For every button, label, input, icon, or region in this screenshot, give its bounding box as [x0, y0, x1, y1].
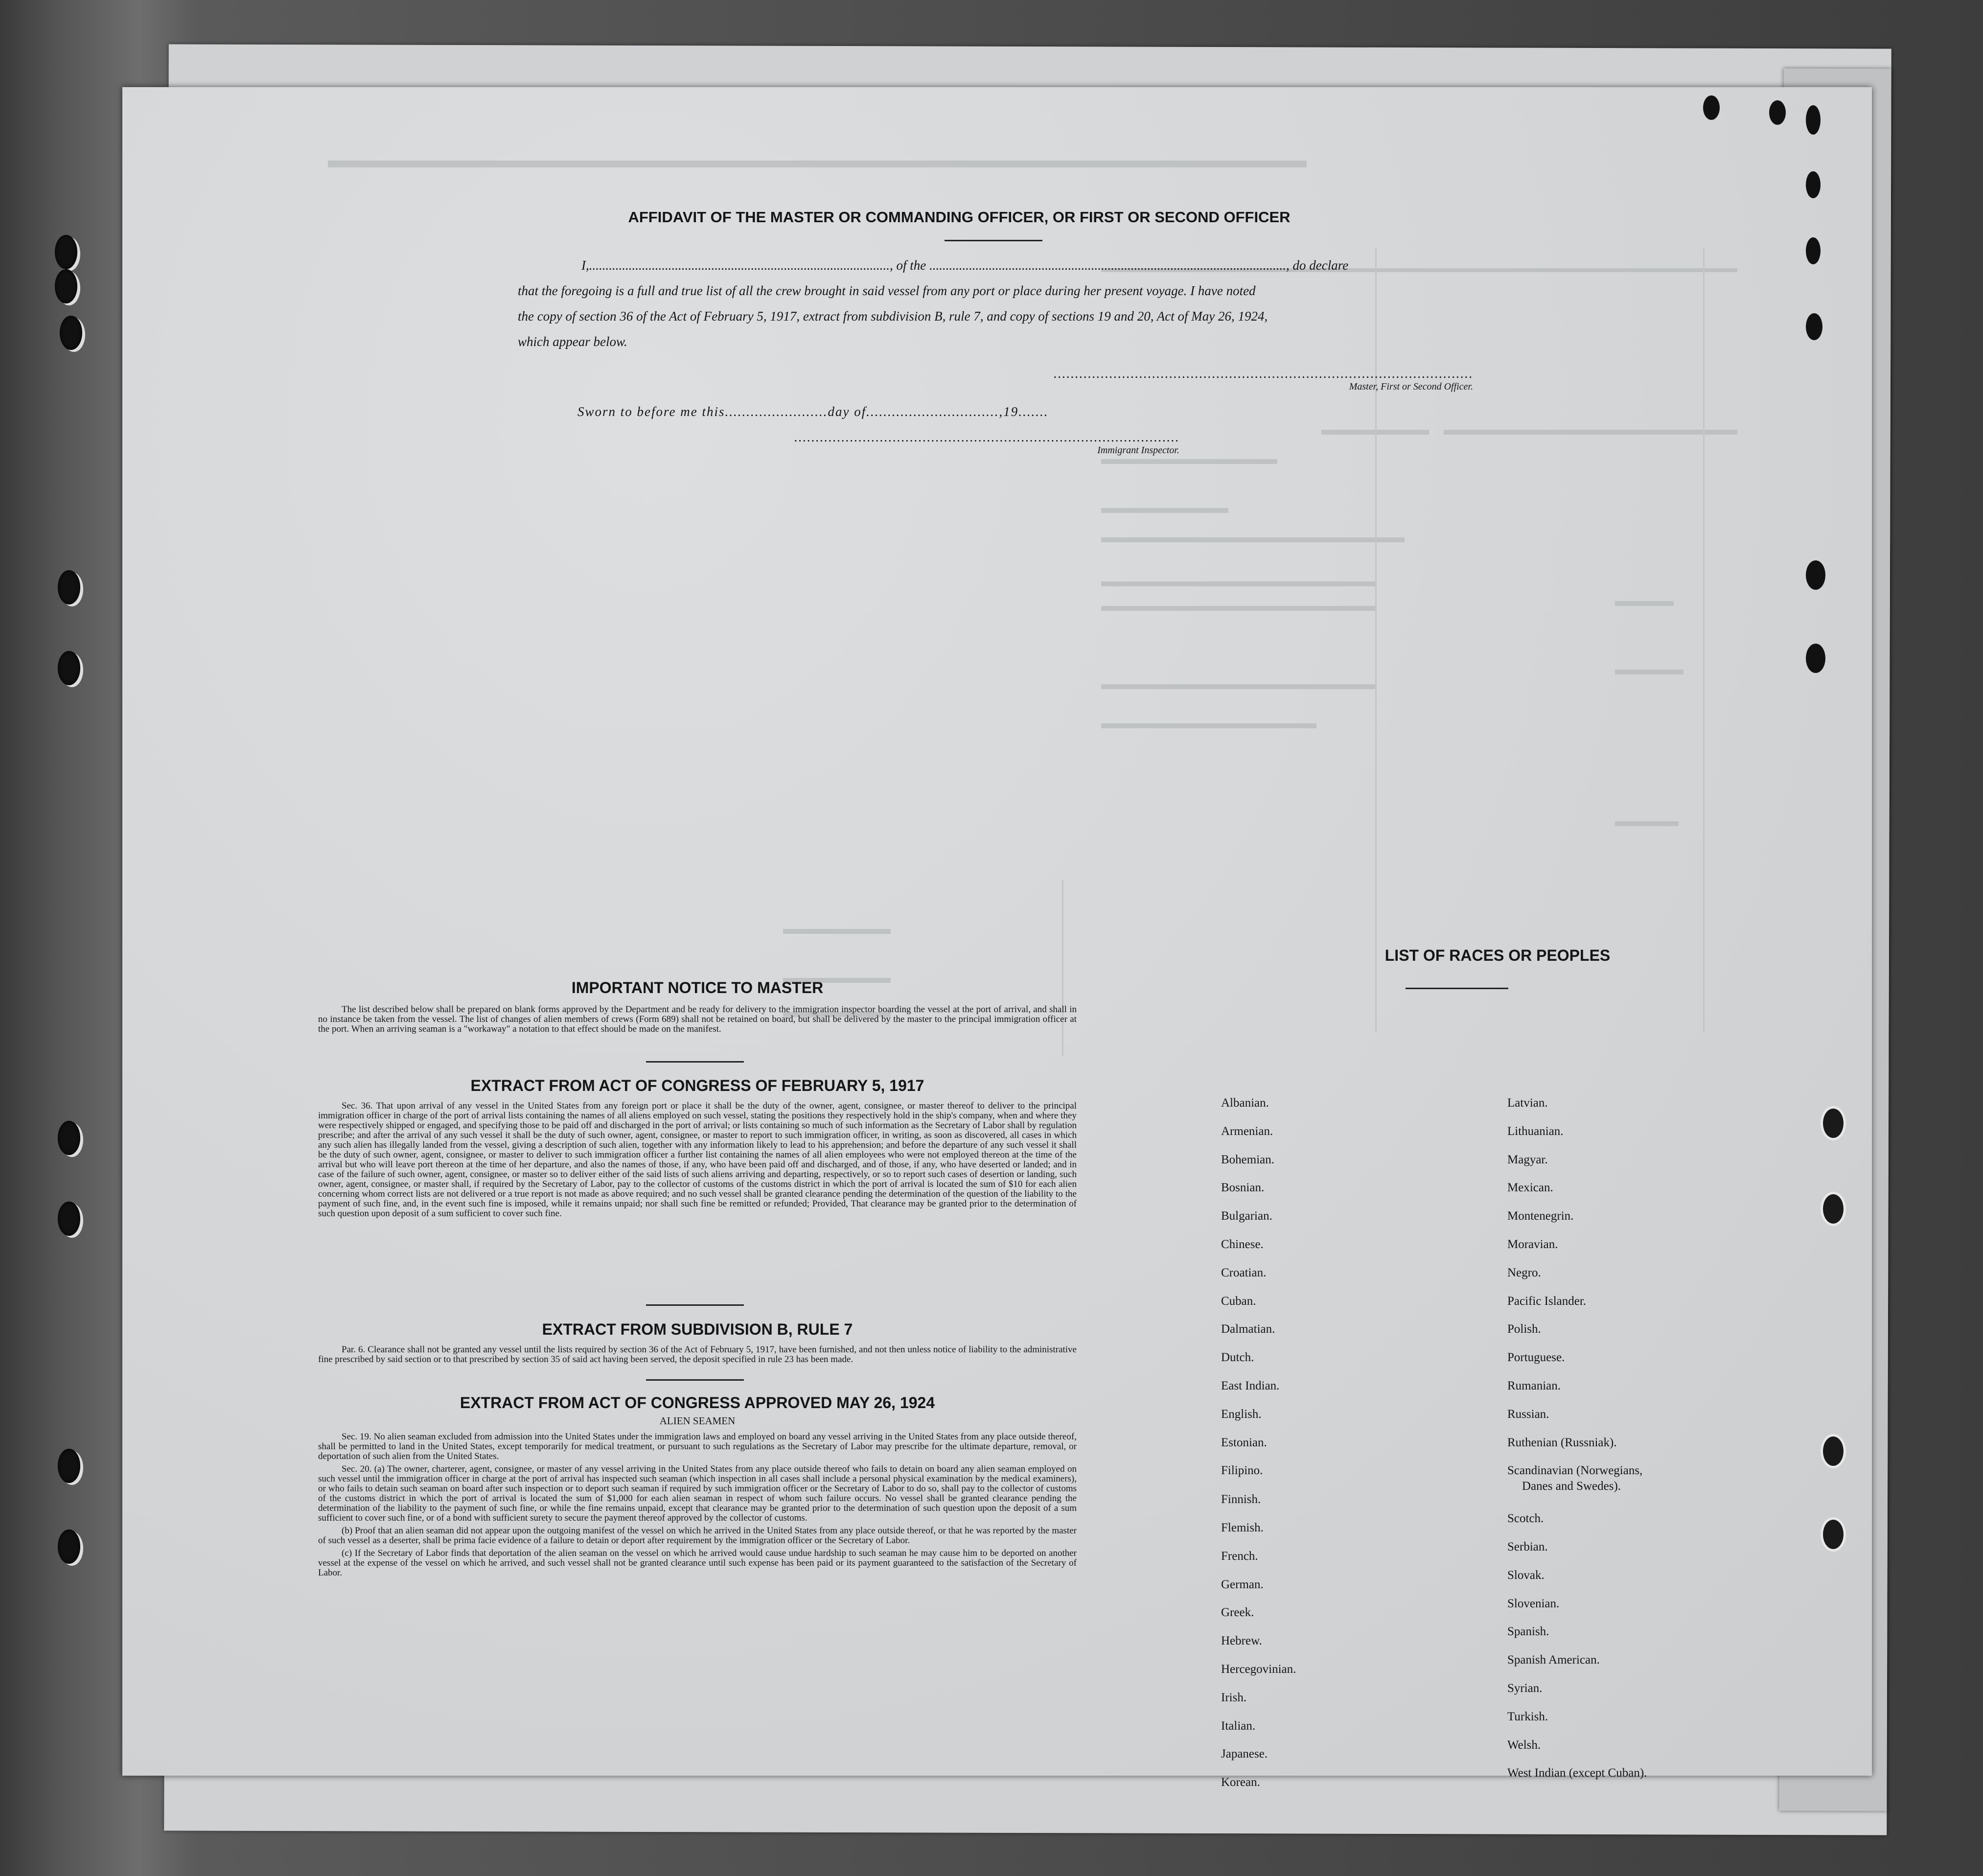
punch-hole — [1806, 560, 1825, 590]
bleed-through-text — [1101, 606, 1375, 611]
race-item: German. — [1221, 1577, 1264, 1591]
bleed-through-text — [1615, 670, 1683, 674]
section-19-paragraph: Sec. 19. No alien seaman excluded from admission into the United States under the immigration laws and employed on board any vessel arriving in the United States from any place outside thereof, shall be permitted to land in the United States, except temporarily for medical treatment, or pursuant to such regulations as the Secretary of Labor may prescribe for the ultimate departure, removal, or deportation of such alien from the United States. — [318, 1432, 1077, 1461]
bleed-through-text — [783, 929, 891, 934]
race-item: Hebrew. — [1221, 1634, 1262, 1648]
race-item: Estonian. — [1221, 1436, 1267, 1449]
race-item: West Indian (except Cuban). — [1507, 1766, 1647, 1780]
binder-hole — [58, 1121, 80, 1155]
bleed-through-text — [1101, 581, 1375, 586]
notice-body — [318, 1005, 1077, 1037]
extract-1917-body — [318, 1101, 1077, 1222]
binder-hole — [58, 651, 80, 685]
inspector-signature-line — [719, 430, 1179, 456]
race-item: Slovak. — [1507, 1568, 1545, 1582]
extract-1924-title: EXTRACT FROM ACT OF CONGRESS APPROVED MAY 26, 1924 — [460, 1394, 935, 1412]
rule-7-paragraph: Par. 6. Clearance shall not be granted any vessel until the lists required by section 36 of the Act of February 5, 1917, have been furnished, and not then unless notice of liability to the administrative fine prescribed by said section or to that prescribed by section 35 of said act having been served, the deposit specified in rule 23 has been made. — [318, 1344, 1077, 1365]
race-item: Flemish. — [1221, 1521, 1264, 1534]
race-item: Irish. — [1221, 1691, 1247, 1704]
race-item: Chinese. — [1221, 1238, 1264, 1251]
race-item: Bohemian. — [1221, 1153, 1275, 1166]
inspector-dots: .......................................................................................... — [794, 430, 1179, 444]
race-item: English. — [1221, 1407, 1262, 1421]
bleed-through-text — [1101, 459, 1277, 464]
bleed-through-rule — [1703, 249, 1705, 1032]
race-item: Danes and Swedes). — [1522, 1480, 1621, 1493]
bleed-through-text — [328, 161, 1307, 167]
race-item: Hercegovinian. — [1221, 1663, 1296, 1676]
affidavit-title: AFFIDAVIT OF THE MASTER OR COMMANDING OFFICER, OR FIRST OR SECOND OFFICER — [628, 208, 1291, 226]
section-20c-paragraph: (c) If the Secretary of Labor finds that deportation of the alien seaman on the vessel on which he arrived would cause undue hardship to such seaman he may cause him to be deported on another vessel at the expense of the vessel on which he arrived, and such vessel shall not be granted clearance until such expense has been paid or its payment guaranteed to the satisfaction of the Secretary of Labor. — [318, 1548, 1077, 1578]
race-item: Moravian. — [1507, 1238, 1558, 1251]
race-item: Korean. — [1221, 1776, 1260, 1789]
affidavit-statement — [518, 253, 1575, 354]
signature-caption: Master, First or Second Officer. — [1349, 381, 1473, 392]
bleed-through-text — [1615, 821, 1679, 826]
race-item: Armenian. — [1221, 1124, 1273, 1138]
affidavit-line: I,..........................................................................................., of the ............................................................................................................, do declare — [581, 258, 1349, 273]
affidavit-line: that the foregoing is a full and true list of all the crew brought in said vessel from any port or place during her present voyage. I have noted — [518, 283, 1256, 298]
bleed-through-text — [1101, 537, 1405, 542]
race-item: Rumanian. — [1507, 1379, 1561, 1392]
race-item: Dalmatian. — [1221, 1322, 1275, 1336]
sworn-line: Sworn to before me this........................day of...............................,19....... — [577, 404, 1049, 419]
binder-hole — [58, 1449, 80, 1483]
race-item: Japanese. — [1221, 1747, 1268, 1761]
affidavit-line: which appear below. — [518, 334, 627, 349]
punch-hole — [1806, 237, 1821, 264]
title-divider — [945, 240, 1042, 241]
race-item: Serbian. — [1507, 1540, 1548, 1553]
race-item: Spanish American. — [1507, 1653, 1600, 1667]
affidavit-line: the copy of section 36 of the Act of February 5, 1917, extract from subdivision B, rule 7, and copy of sections 19 and 20, Act of May 26, 1924, — [518, 309, 1268, 324]
rule-7-title: EXTRACT FROM SUBDIVISION B, RULE 7 — [542, 1320, 853, 1338]
race-item: Magyar. — [1507, 1153, 1548, 1166]
race-item: Greek. — [1221, 1606, 1254, 1620]
bleed-through-text — [1101, 723, 1316, 728]
race-item: Portuguese. — [1507, 1351, 1565, 1365]
race-item: French. — [1221, 1549, 1258, 1563]
race-item: Spanish. — [1507, 1625, 1549, 1639]
race-item: Finnish. — [1221, 1493, 1261, 1506]
race-item: Polish. — [1507, 1322, 1541, 1336]
signature-dots: .................................................................................................. — [1053, 366, 1473, 381]
race-item: Ruthenian (Russniak). — [1507, 1436, 1617, 1449]
binder-hole — [58, 1202, 80, 1236]
bleed-through-text — [1444, 430, 1737, 435]
race-item: Pacific Islander. — [1507, 1294, 1587, 1308]
alien-seamen-subtitle: ALIEN SEAMEN — [659, 1415, 736, 1427]
punch-hole — [1821, 1192, 1846, 1226]
race-item: Welsh. — [1507, 1738, 1541, 1752]
extract-1917-title: EXTRACT FROM ACT OF CONGRESS OF FEBRUARY 5, 1917 — [470, 1077, 924, 1094]
race-item: East Indian. — [1221, 1379, 1280, 1392]
race-item: Dutch. — [1221, 1351, 1254, 1365]
section-36-paragraph: Sec. 36. That upon arrival of any vessel in the United States from any foreign port or place it shall be the duty of the owner, agent, consignee, or master thereof to deliver to the principal immigration officer in charge of the port of arrival lists containing the names of all aliens employed on such vessel, stating the positions they respectively hold in the ship's company, when and where they were respectively shipped or engaged, and specifying those to be paid off and discharged in the port of arrival; or lists containing so much of such information as the Secretary of Labor shall by regulation prescribe; and after the arrival of any such vessel it shall be the duty of such owner, agent, consignee, or master to report to such immigration officer, in writing, as soon as discovered, all cases in which any such alien has illegally landed from the vessel, giving a description of such alien, together with any information likely to lead to his apprehension; and before the departure of any such vessel it shall be the duty of such owner, agent, consignee, or master to deliver to such immigration officer a further list containing the names of all alien employees who were not employed thereon at the time of the arrival but who will leave port thereon at the time of her departure, and also the names of those, if any, who have been paid off and discharged, and of those, if any, who have deserted or landed; and in case of the failure of such owner, agent, consignee, or master so to deliver either of the said lists of such aliens arriving and departing, respectively, or so to report such cases of desertion or landing, such owner, agent, consignee, or master shall, if required by the Secretary of Labor, pay to the collector of customs of the customs district in which the port of arrival is located the sum of $10 for each alien concerning whom correct lists are not delivered or a true report is not made as above required; and no such vessel shall be granted clearance pending the determination of the question of the liability to the payment of such fine, and, in the event such fine is imposed, while it remains unpaid; nor shall such fine be remitted or refunded; Provided, That clearance may be granted prior to the determination of such question upon deposit of a sum sufficient to cover such fine. — [318, 1101, 1077, 1219]
section-divider — [646, 1304, 744, 1306]
race-item: Scandinavian (Norwegians, — [1507, 1464, 1643, 1478]
punch-hole — [1806, 171, 1821, 198]
races-title: LIST OF RACES OR PEOPLES — [1384, 947, 1611, 964]
binder-hole — [55, 235, 77, 269]
section-20b-paragraph: (b) Proof that an alien seaman did not appear upon the outgoing manifest of the vessel on which he arrived in the United States from any place outside thereof, or that he was reported by the master of such vessel as a deserter, shall be prima facie evidence of a failure to detain or deport after requirement by the immigration officer or the Secretary of Labor. — [318, 1526, 1077, 1546]
punch-hole — [1769, 100, 1786, 125]
bleed-through-text — [1101, 508, 1228, 513]
punch-hole — [1806, 105, 1821, 135]
punch-hole — [1806, 644, 1825, 673]
binder-hole — [58, 570, 80, 604]
inspector-caption: Immigrant Inspector. — [1097, 445, 1179, 456]
race-item: Syrian. — [1507, 1682, 1543, 1695]
race-item: Turkish. — [1507, 1710, 1548, 1723]
race-item: Montenegrin. — [1507, 1209, 1574, 1223]
section-divider — [646, 1061, 744, 1063]
master-signature-line — [1003, 366, 1473, 393]
section-divider — [646, 1379, 744, 1381]
binder-hole — [55, 269, 77, 303]
race-item: Bosnian. — [1221, 1181, 1265, 1195]
punch-hole — [1821, 1434, 1846, 1468]
binder-hole — [58, 1529, 80, 1564]
race-item: Slovenian. — [1507, 1597, 1560, 1610]
race-item: Latvian. — [1507, 1096, 1548, 1110]
race-item: Negro. — [1507, 1266, 1541, 1279]
race-item: Italian. — [1221, 1719, 1256, 1733]
races-divider — [1406, 988, 1508, 989]
race-item: Bulgarian. — [1221, 1209, 1272, 1223]
race-item: Albanian. — [1221, 1096, 1269, 1110]
race-item: Cuban. — [1221, 1294, 1256, 1308]
section-20a-paragraph: Sec. 20. (a) The owner, charterer, agent, consignee, or master of any vessel arriving in the United States from any place outside thereof who fails to detain on board any alien seaman employed on such vessel until the immigration officer in charge at the port of arrival has inspected such seaman (which inspection in all cases shall include a personal physical examination by the medical examiners), or who fails to detain such seaman on board after such inspection or to deport such seaman if required by such immigration officer or the Secretary of Labor to do so, shall pay to the collector of customs of the customs district in which the port of arrival is located the sum of $1,000 for each alien seaman in respect of whom such failure occurs. No vessel shall be granted clearance pending the determination of the liability to the payment of such fine, or while the fine remains unpaid, except that clearance may be granted prior to the determination of such question upon the deposit of a sum sufficient to cover such fine, or of a bond with sufficient surety to secure the payment thereof approved by the collector of customs. — [318, 1464, 1077, 1523]
punch-hole — [1806, 313, 1822, 340]
manifest-page — [122, 87, 1872, 1789]
rule-7-body — [318, 1345, 1077, 1367]
race-item: Scotch. — [1507, 1512, 1544, 1526]
race-item: Lithuanian. — [1507, 1124, 1564, 1138]
notice-title: IMPORTANT NOTICE TO MASTER — [571, 979, 824, 996]
race-item: Filipino. — [1221, 1464, 1263, 1478]
punch-hole — [1703, 95, 1720, 120]
binder-hole — [60, 316, 82, 350]
notice-paragraph: The list described below shall be prepared on blank forms approved by the Department and be ready for delivery to the immigration inspector boarding the vessel at the port of arrival, and shall in no instance be taken from the vessel. The list of changes of alien members of crews (Form 689) shall not be retained on board, but shall be delivered by the master to the principal immigration officer at the port. When an arriving seaman is a "workaway" a notation to that effect should be made on the manifest. — [318, 1004, 1077, 1034]
punch-hole — [1821, 1106, 1846, 1140]
race-item: Croatian. — [1221, 1266, 1267, 1279]
extract-1924-body — [318, 1432, 1077, 1581]
bleed-through-text — [1615, 601, 1674, 606]
race-item: Russian. — [1507, 1407, 1549, 1421]
punch-hole — [1821, 1517, 1846, 1552]
bleed-through-text — [1101, 684, 1375, 689]
race-item: Mexican. — [1507, 1181, 1553, 1195]
